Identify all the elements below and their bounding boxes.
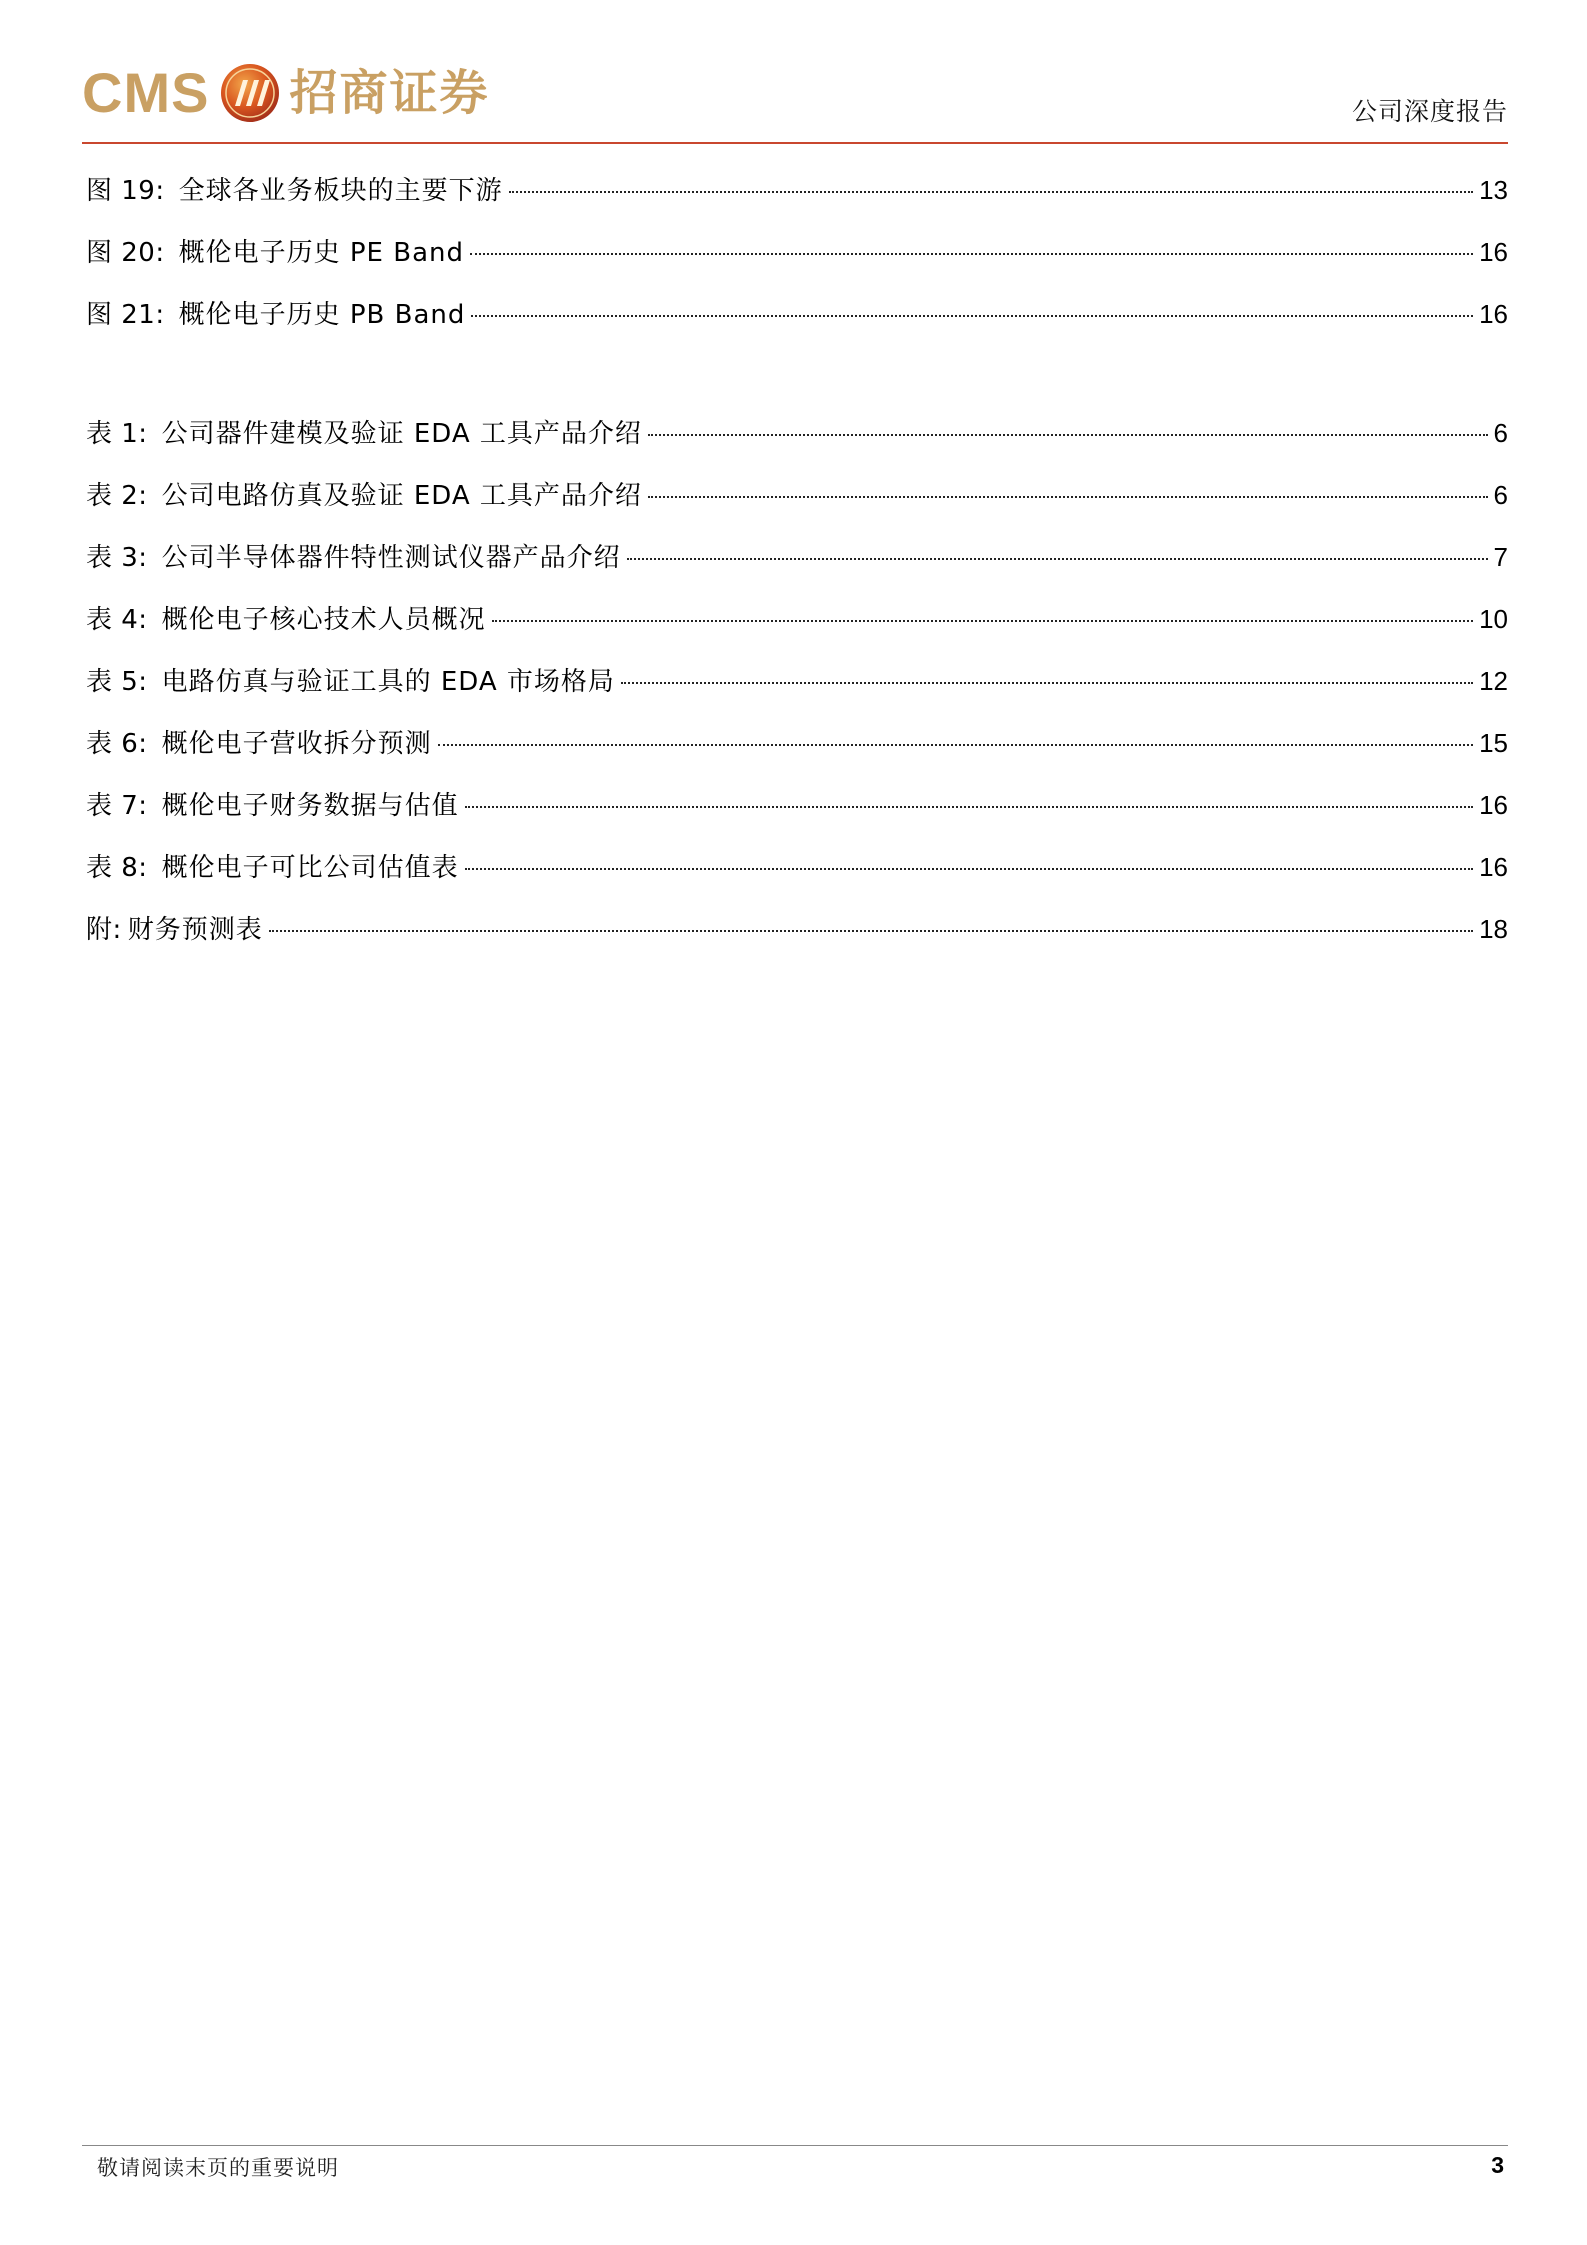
toc-entry-label: 表 4: xyxy=(86,605,148,635)
toc-entry-label: 表 5: xyxy=(86,667,148,697)
toc-entry-table-5[interactable] xyxy=(86,661,1508,701)
company-logo xyxy=(82,58,489,128)
toc-entry-title: 概伦电子营收拆分预测 xyxy=(161,729,432,759)
toc-entry-page: 15 xyxy=(1479,728,1508,758)
toc-entry-label: 表 2: xyxy=(86,481,148,511)
toc-entry-title: 公司器件建模及验证 EDA 工具产品介绍 xyxy=(161,419,642,449)
toc-entry-title: 全球各业务板块的主要下游 xyxy=(178,176,503,206)
toc-entry-appendix[interactable] xyxy=(86,909,1508,949)
toc-dot-leader xyxy=(492,620,1473,622)
toc-entry-figure-21[interactable] xyxy=(86,294,1508,334)
toc-entry-page: 10 xyxy=(1479,604,1508,634)
toc-entry-figure-19[interactable] xyxy=(86,170,1508,210)
toc-entry-page: 12 xyxy=(1479,666,1508,696)
toc-entry-page: 6 xyxy=(1493,480,1508,510)
toc-entry-table-4[interactable] xyxy=(86,599,1508,639)
toc-entry-label: 表 1: xyxy=(86,419,148,449)
toc-entry-table-7[interactable] xyxy=(86,785,1508,825)
toc-entry-table-2[interactable] xyxy=(86,475,1508,515)
toc-entry-label: 表 8: xyxy=(86,853,148,883)
toc-entry-label: 图 19: xyxy=(86,176,165,206)
page-number: 3 xyxy=(1491,2152,1504,2178)
document-type-label: 公司深度报告 xyxy=(1351,97,1508,126)
toc-entry-label: 表 3: xyxy=(86,543,148,573)
logo-chinese-text: 招商证券 xyxy=(289,65,490,121)
toc-entry-title: 概伦电子可比公司估值表 xyxy=(161,853,459,883)
footer-divider xyxy=(82,2145,1508,2146)
toc-dot-leader xyxy=(621,682,1473,684)
toc-entry-label: 附: xyxy=(86,915,122,945)
toc-entry-title: 电路仿真与验证工具的 EDA 市场格局 xyxy=(161,667,615,697)
toc-entry-label: 表 7: xyxy=(86,791,148,821)
toc-entry-table-3[interactable] xyxy=(86,537,1508,577)
toc-entry-table-1[interactable] xyxy=(86,413,1508,453)
toc-entry-title: 公司电路仿真及验证 EDA 工具产品介绍 xyxy=(161,481,642,511)
toc-entry-page: 7 xyxy=(1493,542,1508,572)
toc-entry-label: 图 21: xyxy=(86,300,165,330)
toc-dot-leader xyxy=(269,930,1473,932)
toc-dot-leader xyxy=(627,558,1488,560)
header-divider xyxy=(82,142,1508,144)
toc-entry-label: 表 6: xyxy=(86,729,148,759)
toc-dot-leader xyxy=(465,806,1473,808)
logo-emblem-icon xyxy=(219,62,281,124)
toc-entry-figure-20[interactable] xyxy=(86,232,1508,272)
toc-dot-leader xyxy=(648,496,1488,498)
footer-disclaimer-note: 敬请阅读末页的重要说明 xyxy=(97,2156,339,2180)
toc-entry-title: 公司半导体器件特性测试仪器产品介绍 xyxy=(161,543,621,573)
toc-dot-leader xyxy=(648,434,1488,436)
toc-entry-title: 概伦电子历史 PE Band xyxy=(178,238,464,268)
toc-entry-page: 16 xyxy=(1479,237,1508,267)
toc-dot-leader xyxy=(438,744,1473,746)
toc-entry-table-8[interactable] xyxy=(86,847,1508,887)
logo-cms-text: CMS xyxy=(82,61,210,124)
toc-entry-page: 13 xyxy=(1479,175,1508,205)
toc-entry-title: 概伦电子历史 PB Band xyxy=(178,300,466,330)
toc-entry-page: 6 xyxy=(1493,418,1508,448)
toc-entry-page: 16 xyxy=(1479,299,1508,329)
page-header xyxy=(0,0,1587,145)
toc-entry-page: 16 xyxy=(1479,852,1508,882)
toc-entry-table-6[interactable] xyxy=(86,723,1508,763)
toc-entry-title: 概伦电子财务数据与估值 xyxy=(161,791,459,821)
toc-dot-leader xyxy=(471,315,1473,317)
toc-entry-title: 概伦电子核心技术人员概况 xyxy=(161,605,486,635)
toc-dot-leader xyxy=(509,191,1473,193)
toc-entry-label: 图 20: xyxy=(86,238,165,268)
toc-dot-leader xyxy=(465,868,1473,870)
toc-entry-page: 16 xyxy=(1479,790,1508,820)
toc-dot-leader xyxy=(470,253,1473,255)
toc-entry-page: 18 xyxy=(1479,914,1508,944)
toc-entry-title: 财务预测表 xyxy=(127,915,263,945)
